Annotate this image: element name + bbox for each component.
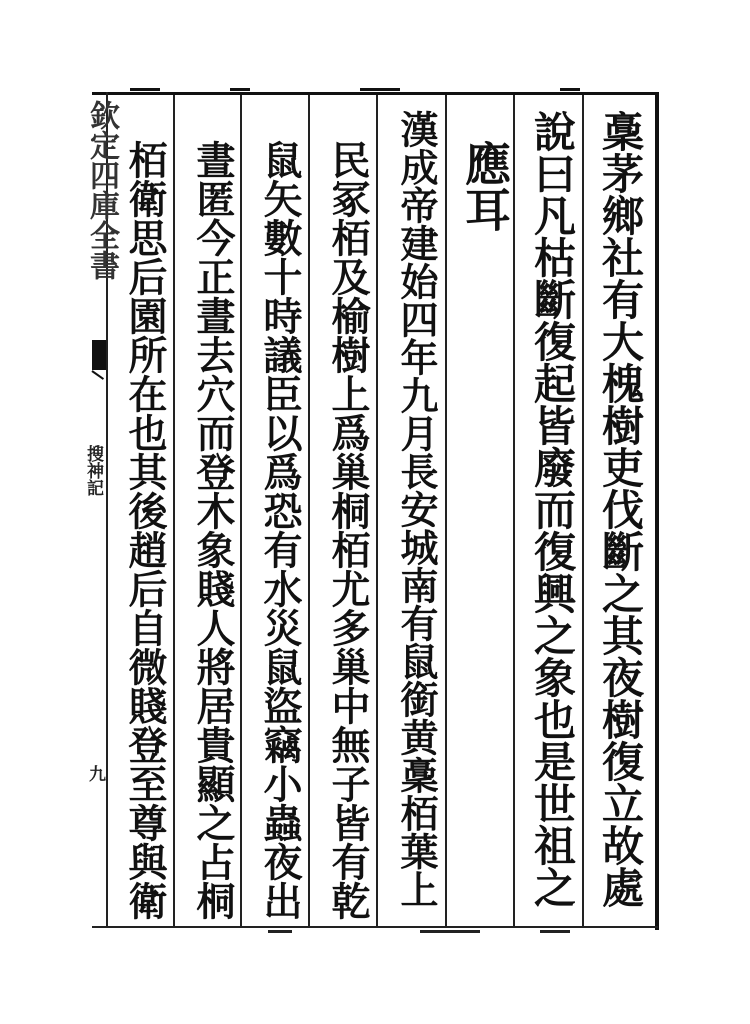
frame-right-border: [655, 92, 659, 930]
text-column-7: 晝匿今正晝去穴而登木象賤人將居貴顯之占桐: [190, 140, 236, 920]
bottom-tick-mark: [268, 930, 292, 933]
text-column-8: 栢衛思后園所在也其後趙后自微賤登至尊與衛: [122, 140, 168, 920]
text-column-4: 漢成帝建始四年九月長安城南有鼠銜黄稾栢葉上: [394, 110, 439, 908]
page-number: 九: [85, 765, 105, 782]
chapter-title: 搜神記: [83, 445, 103, 496]
text-column-1: 稾茅鄉社有大槐樹吏伐斷之其夜樹復立故處: [596, 110, 645, 908]
fish-tail-line: [91, 370, 104, 380]
top-tick-mark: [560, 88, 580, 91]
frame-top-border: [92, 92, 658, 95]
top-tick-mark: [230, 88, 250, 91]
bottom-tick-mark: [420, 930, 480, 933]
text-column-5: 民冢栢及榆樹上爲巢桐栢尤多巢中無子皆有乾: [325, 140, 371, 920]
text-column-6: 鼠矢數十時議臣以爲恐有水災鼠盜竊小蟲夜出: [257, 140, 303, 920]
book-title: 欽定四庫全書: [84, 100, 119, 280]
fish-tail-mark: [92, 340, 106, 370]
frame-bottom-border: [92, 926, 658, 928]
text-column-3: 應耳: [458, 140, 512, 232]
text-column-2: 說曰凡枯斷復起皆廢而復興之象也是世祖之: [528, 110, 577, 908]
bottom-tick-mark: [540, 930, 570, 933]
top-tick-mark: [360, 88, 400, 91]
column-divider: [582, 95, 584, 926]
top-tick-mark: [130, 88, 160, 91]
